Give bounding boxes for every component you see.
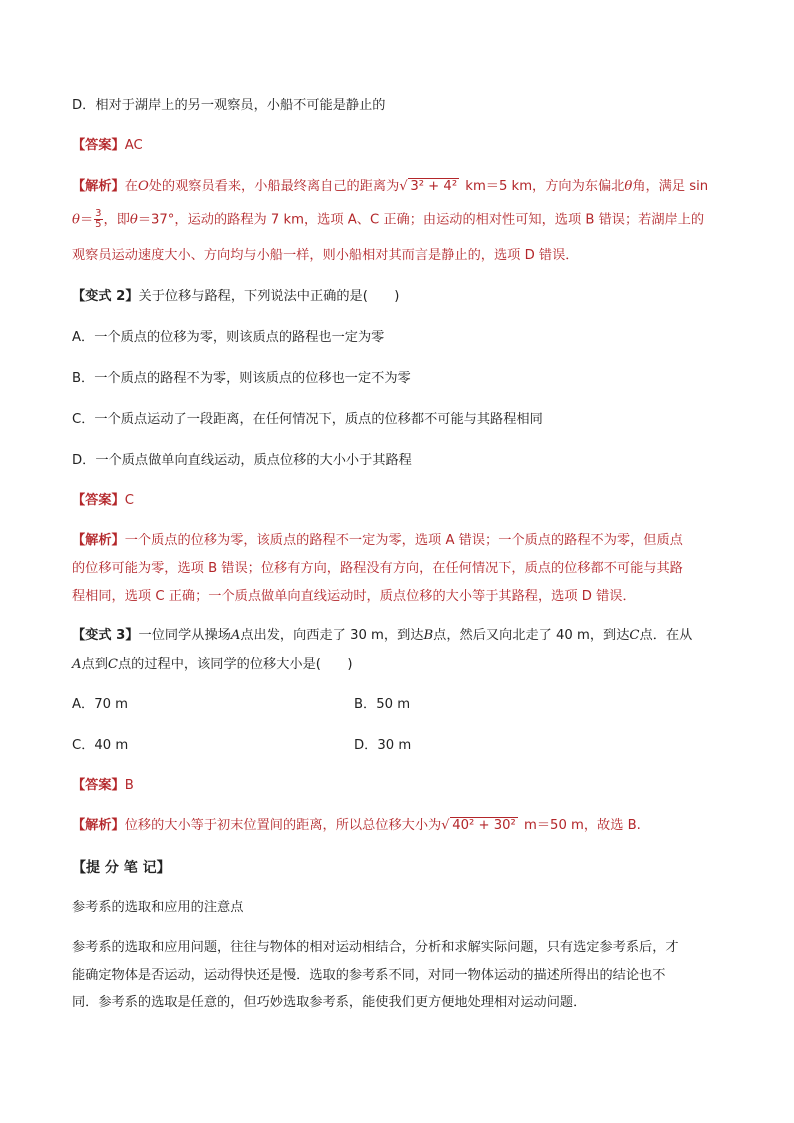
analysis-text: 在 [124, 179, 138, 194]
q1-option-d: D．相对于湖岸上的另一观察员，小船不可能是静止的 [72, 98, 386, 113]
point-o: O [137, 179, 149, 194]
q1-answer [72, 136, 143, 156]
question-text: 点的过程中，该同学的位移大小是( ) [118, 657, 353, 672]
analysis-tag: 【解析】 [72, 533, 125, 548]
q2-answer [72, 491, 134, 511]
notes-subtitle: 参考系的选取和应用的注意点 [72, 900, 244, 915]
answer-tag: 【答案】 [72, 138, 125, 153]
analysis-text: ，即 [103, 212, 130, 228]
point-a: A [230, 628, 241, 643]
variant-tag: 【变式 3】 [72, 628, 139, 643]
answer-tag: 【答案】 [72, 493, 125, 508]
analysis-tag: 【解析】 [72, 179, 125, 194]
q3-option-d: D．30 m [354, 738, 412, 753]
sqrt-expression: √ 40² + 30² [441, 818, 516, 833]
theta-symbol: θ [72, 212, 80, 228]
q2-stem [72, 287, 399, 307]
analysis-text: 角，满足 sin [632, 179, 709, 194]
q2-analysis-line-3: 程相同，选项 C 正确；一个质点做单向直线运动时，质点位移的大小等于其路程，选项 D 错误． [72, 589, 636, 604]
answer-value: C [124, 493, 134, 508]
question-text: 点到 [81, 657, 108, 672]
question-text: 点．在从 [639, 628, 693, 643]
q3-answer [72, 776, 134, 796]
q3-option-a: A．70 m [72, 697, 129, 712]
q1-analysis-line-1 [72, 177, 708, 197]
answer-tag: 【答案】 [72, 778, 125, 793]
answer-value: B [124, 778, 134, 793]
point-c: C [107, 657, 118, 672]
analysis-text: km＝5 km，方向为东偏北 [461, 179, 625, 194]
q2-option-b: B．一个质点的路程不为零，则该质点的位移也一定不为零 [72, 371, 411, 386]
notes-paragraph-line-2: 能确定物体是否运动，运动得快还是慢．选取的参考系不同，对同一物体运动的描述所得出的结论也不 [72, 968, 666, 983]
q2-option-a: A．一个质点的位移为零，则该质点的路程也一定为零 [72, 330, 385, 345]
question-text: 关于位移与路程，下列说法中正确的是( ) [138, 289, 400, 304]
analysis-text: ＝37°，运动的路程为 7 km，选项 A、C 正确；由运动的相对性可知，选项 B 错误；若湖岸上的 [137, 212, 705, 228]
analysis-tag: 【解析】 [72, 818, 125, 833]
analysis-text: 处的观察员看来，小船最终离自己的距离为 [148, 179, 400, 194]
q1-analysis-line-3: 观察员运动速度大小、方向均与小船一样，则小船相对其而言是静止的，选项 D 错误． [72, 248, 579, 263]
theta-symbol: θ [624, 179, 633, 194]
q3-option-c: C．40 m [72, 738, 129, 753]
question-text: 点，然后又向北走了 40 m，到达 [433, 628, 630, 643]
notes-paragraph-line-3: 同．参考系的选取是任意的，但巧妙选取参考系，能使我们更方便地处理相对运动问题． [72, 995, 587, 1010]
q3-option-b: B．50 m [354, 697, 411, 712]
theta-symbol: θ [129, 212, 138, 228]
analysis-text: m＝50 m，故选 B. [519, 818, 641, 833]
q2-analysis-line-2: 的位移可能为零，选项 B 错误；位移有方向，路程没有方向，在任何情况下，质点的位移都不可能与其路 [72, 561, 683, 576]
point-c: C [629, 628, 640, 643]
answer-value: AC [124, 138, 143, 153]
point-b: B [423, 628, 434, 643]
q3-stem-line-1 [72, 626, 692, 646]
question-text: 一位同学从操场 [138, 628, 231, 643]
question-text: 点出发，向西走了 30 m，到达 [240, 628, 424, 643]
q2-analysis-line-1 [72, 531, 683, 551]
notes-paragraph-line-1: 参考系的选取和应用问题，往往与物体的相对运动相结合，分析和求解实际问题，只有选定参考系后，才 [72, 940, 679, 955]
q3-analysis [72, 816, 641, 836]
sqrt-expression: √ 3² + 4² [399, 179, 458, 194]
equals-sign: ＝ [79, 212, 94, 228]
q2-option-c: C．一个质点运动了一段距离，在任何情况下，质点的位移都不可能与其路程相同 [72, 412, 543, 427]
q3-stem-line-2 [72, 655, 352, 675]
analysis-text: 位移的大小等于初末位置间的距离，所以总位移大小为 [124, 818, 442, 833]
analysis-text: 一个质点的位移为零，该质点的路程不一定为零，选项 A 错误；一个质点的路程不为零，但质点 [124, 533, 683, 548]
notes-title: 【提 分 笔 记】 [72, 860, 171, 876]
fraction: $\frac{3}{5}$ [95, 208, 102, 230]
q1-analysis-line-2 [72, 209, 704, 231]
variant-tag: 【变式 2】 [72, 289, 139, 304]
point-a: A [72, 657, 82, 672]
q2-option-d: D．一个质点做单向直线运动，质点位移的大小小于其路程 [72, 453, 412, 468]
